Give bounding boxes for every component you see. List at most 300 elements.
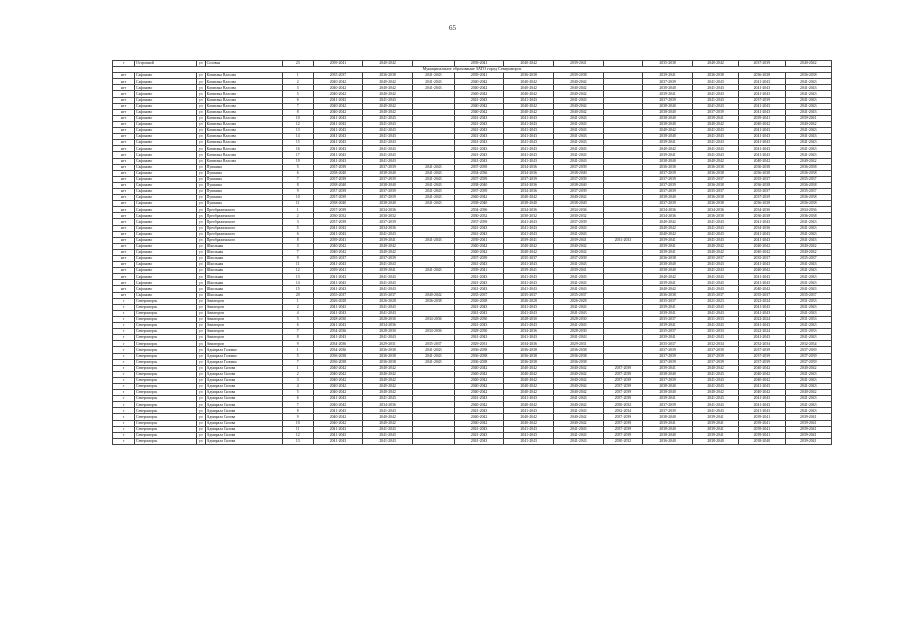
table-cell: 11 bbox=[282, 201, 313, 207]
table-cell: 2040-2042 bbox=[454, 91, 504, 97]
table-cell: нгт bbox=[113, 73, 135, 79]
table-cell: 2041-2043 bbox=[412, 73, 454, 79]
table-cell: Сафоново bbox=[135, 182, 197, 188]
table-cell: 2041-2043 bbox=[554, 438, 604, 444]
table-row bbox=[113, 347, 832, 353]
table-cell: Североморск bbox=[135, 304, 197, 310]
table-cell: 2041-2043 bbox=[363, 152, 413, 158]
table-cell: Пушкина bbox=[205, 201, 282, 207]
table-cell: 2041-2043 bbox=[313, 140, 363, 146]
table-cell: 2036-2038 bbox=[643, 256, 693, 262]
table-cell: 2041-2043 bbox=[692, 134, 738, 140]
table-cell: 2030-2032 bbox=[313, 213, 363, 219]
table-cell: 2040-2042 bbox=[363, 109, 413, 115]
table-cell: 2038-2040 bbox=[363, 170, 413, 176]
table-cell: ул bbox=[196, 256, 205, 262]
table-cell: ул bbox=[196, 164, 205, 170]
table-cell: Североморск bbox=[135, 432, 197, 438]
table-cell: Сафоново bbox=[135, 121, 197, 127]
table-row bbox=[113, 402, 832, 408]
table-cell: 2039-2041 bbox=[554, 268, 604, 274]
table-cell: 2041-2043 bbox=[363, 231, 413, 237]
table-cell: Капитана Власова bbox=[205, 121, 282, 127]
table-cell: 2041-2043 bbox=[504, 158, 554, 164]
table-cell: ул bbox=[196, 128, 205, 134]
table-cell: 2040-2042 bbox=[739, 121, 785, 127]
table-cell: ул bbox=[196, 121, 205, 127]
table-cell: 2040-2042 bbox=[454, 414, 504, 420]
table-cell: 2037-2039 bbox=[643, 79, 693, 85]
table-cell: Школьная bbox=[205, 280, 282, 286]
table-cell: 2038-2040 bbox=[313, 170, 363, 176]
table-cell: 2030-2032 bbox=[454, 213, 504, 219]
table-cell: Сафоново bbox=[135, 213, 197, 219]
table-cell: 2036-2038 bbox=[785, 201, 831, 207]
table-cell: г bbox=[113, 298, 135, 304]
table-cell: Пушкина bbox=[205, 195, 282, 201]
table-cell: Североморск bbox=[135, 298, 197, 304]
table-cell: Капитана Власова bbox=[205, 103, 282, 109]
table-cell: 2041-2043 bbox=[454, 280, 504, 286]
table-cell: 2038-2040 bbox=[643, 134, 693, 140]
table-cell: 2039-2038 bbox=[554, 73, 604, 79]
table-cell: Адмирала Головко bbox=[205, 347, 282, 353]
table-cell: Североморск bbox=[135, 371, 197, 377]
table-cell: 2034-2036 bbox=[313, 347, 363, 353]
table-cell: 12 bbox=[282, 121, 313, 127]
table-row bbox=[113, 323, 832, 329]
table-cell: 2041-2043 bbox=[313, 231, 363, 237]
table-cell: 2036-2038 bbox=[363, 353, 413, 359]
table-row bbox=[113, 298, 832, 304]
table-cell: 9 bbox=[282, 256, 313, 262]
table-cell: 2038-2040 bbox=[454, 201, 504, 207]
table-cell: 7 bbox=[282, 176, 313, 182]
page-number: 65 bbox=[449, 24, 456, 32]
table-cell: 2041-2043 bbox=[454, 225, 504, 231]
table-cell: г bbox=[113, 432, 135, 438]
table-cell: нгт bbox=[113, 134, 135, 140]
table-row bbox=[113, 420, 832, 426]
table-cell: 2041-2043 bbox=[692, 103, 738, 109]
table-cell: 2041-2043 bbox=[363, 140, 413, 146]
table-cell: 2041-2043 bbox=[739, 134, 785, 140]
table-cell: 1 bbox=[282, 207, 313, 213]
table-cell: 2039-2041 bbox=[739, 426, 785, 432]
table-cell: 2041-2043 bbox=[504, 121, 554, 127]
table-cell: 2040-2042 bbox=[554, 371, 604, 377]
table-cell: 2038-2040 bbox=[313, 201, 363, 207]
table-cell: 2039-2041 bbox=[313, 61, 363, 67]
table-cell: 2036-2038 bbox=[739, 164, 785, 170]
table-cell: Авиаторов bbox=[205, 323, 282, 329]
table-cell: 2036-2038 bbox=[785, 182, 831, 188]
table-row bbox=[113, 182, 832, 188]
table-cell: 2035-2037 bbox=[692, 176, 738, 182]
table-cell: 2035-2038 bbox=[643, 61, 693, 67]
table-row bbox=[113, 371, 832, 377]
table-cell: 8 bbox=[282, 109, 313, 115]
table-row bbox=[113, 109, 832, 115]
table-cell: 2041-2043 bbox=[363, 262, 413, 268]
table-cell: Адмирала Сизова bbox=[205, 365, 282, 371]
table-cell: Североморск bbox=[135, 316, 197, 322]
table-cell: 2041-2043 bbox=[504, 134, 554, 140]
table-cell: ул bbox=[196, 103, 205, 109]
table-cell: 2041-2043 bbox=[363, 310, 413, 316]
table-cell: 2040-2042 bbox=[785, 249, 831, 255]
table-cell: 2040-2042 bbox=[454, 243, 504, 249]
table-cell: 2038-2040 bbox=[643, 383, 693, 389]
table-cell: Преображенского bbox=[205, 213, 282, 219]
table-cell: ул bbox=[196, 268, 205, 274]
table-cell: 2035-2037 bbox=[454, 292, 504, 298]
table-cell: 2037-2039 bbox=[643, 176, 693, 182]
table-cell: Сафоново bbox=[135, 152, 197, 158]
table-cell: 2034-2036 bbox=[412, 329, 454, 335]
table-cell: Сафоново bbox=[135, 292, 197, 298]
table-cell: 2040-2042 bbox=[785, 121, 831, 127]
table-cell: 2041-2043 bbox=[504, 225, 554, 231]
table-cell: 2035-2037 bbox=[643, 341, 693, 347]
table-cell: 2037-2039 bbox=[603, 414, 643, 420]
table-cell: 2038-2040 bbox=[504, 201, 554, 207]
table-cell: 2037-2039 bbox=[643, 377, 693, 383]
table-cell: Капитана Власова bbox=[205, 134, 282, 140]
table-cell: нгт bbox=[113, 188, 135, 194]
table-cell: ул bbox=[196, 73, 205, 79]
table-cell: 2041-2043 bbox=[739, 109, 785, 115]
table-cell: Североморск bbox=[135, 335, 197, 341]
table-cell: ул bbox=[196, 347, 205, 353]
table-cell: 2039-2041 bbox=[692, 414, 738, 420]
table-row bbox=[113, 359, 832, 365]
table-cell: 2022-2024 bbox=[739, 329, 785, 335]
table-cell: 2039-2041 bbox=[504, 268, 554, 274]
table-cell: Капитана Власова bbox=[205, 140, 282, 146]
table-cell: ул bbox=[196, 188, 205, 194]
table-cell: Адмирала Сизова bbox=[205, 377, 282, 383]
table-cell: 2041-2043 bbox=[785, 262, 831, 268]
table-cell: 2034-2036 bbox=[554, 207, 604, 213]
table-cell: ул bbox=[196, 61, 205, 67]
table-cell: Сафоново bbox=[135, 280, 197, 286]
table-cell: 9 bbox=[282, 414, 313, 420]
table-cell: 2041-2043 bbox=[785, 286, 831, 292]
table-cell: 2041-2043 bbox=[739, 280, 785, 286]
table-cell: 3 bbox=[282, 219, 313, 225]
table-cell: 2041-2043 bbox=[692, 377, 738, 383]
table-cell: 2034-2036 bbox=[643, 207, 693, 213]
table-cell: 2038-2040 bbox=[454, 182, 504, 188]
table-cell: 2036-2038 bbox=[554, 359, 604, 365]
table-cell: ул bbox=[196, 97, 205, 103]
table-cell: г bbox=[113, 396, 135, 402]
table-cell: 2040-2042 bbox=[554, 91, 604, 97]
table-cell: 2041-2043 bbox=[692, 383, 738, 389]
table-cell: 2041-2043 bbox=[692, 128, 738, 134]
table-cell: 2038-2040 bbox=[643, 103, 693, 109]
table-cell: 2037-2039 bbox=[363, 164, 413, 170]
table-cell: 2035-2037 bbox=[412, 341, 454, 347]
table-cell: Сафоново bbox=[135, 134, 197, 140]
table-cell: 2041-2043 bbox=[504, 97, 554, 103]
table-cell: 2037-2039 bbox=[692, 359, 738, 365]
table-row bbox=[113, 377, 832, 383]
table-cell: Североморск bbox=[135, 438, 197, 444]
table-cell: г bbox=[113, 383, 135, 389]
table-cell: 2032-2034 bbox=[785, 341, 831, 347]
table-cell: 2041-2043 bbox=[785, 140, 831, 146]
table-cell: 2040-2042 bbox=[554, 195, 604, 201]
table-cell: 2032-2034 bbox=[603, 408, 643, 414]
table-cell: 2035-2037 bbox=[739, 176, 785, 182]
table-cell: 2041-2043 bbox=[363, 121, 413, 127]
table-cell: 10 bbox=[282, 420, 313, 426]
table-cell: г bbox=[113, 371, 135, 377]
table-cell: 2041-2043 bbox=[692, 219, 738, 225]
table-cell: нгт bbox=[113, 158, 135, 164]
table-cell: 11 bbox=[282, 426, 313, 432]
table-cell: 6 bbox=[282, 231, 313, 237]
table-cell: 2035-2037 bbox=[739, 188, 785, 194]
table-cell: 2041-2043 bbox=[504, 310, 554, 316]
table-cell: 2038-2040 bbox=[313, 182, 363, 188]
table-cell: 2040-2042 bbox=[504, 85, 554, 91]
table-row bbox=[113, 329, 832, 335]
table-cell: Адмирала Сизова bbox=[205, 383, 282, 389]
table-cell: 2040-2042 bbox=[454, 371, 504, 377]
table-cell: 2041-2043 bbox=[504, 231, 554, 237]
table-cell: 2036-2038 bbox=[454, 353, 504, 359]
table-cell: Сафоново bbox=[135, 237, 197, 243]
table-cell: Соловья bbox=[205, 61, 282, 67]
table-cell: 2041-2043 bbox=[363, 274, 413, 280]
table-cell: 2036-2038 bbox=[785, 164, 831, 170]
table-cell: 2041-2043 bbox=[313, 97, 363, 103]
table-cell: 2039-2041 bbox=[643, 420, 693, 426]
table-cell: 2028-2030 bbox=[504, 316, 554, 322]
table-cell: 11 bbox=[282, 262, 313, 268]
table-cell: нгт bbox=[113, 280, 135, 286]
table-cell: 2041-2043 bbox=[692, 402, 738, 408]
table-cell: 9 bbox=[282, 188, 313, 194]
table-cell: 9 bbox=[282, 341, 313, 347]
table-cell: 2037-2039 bbox=[363, 219, 413, 225]
table-cell: 2041-2043 bbox=[313, 152, 363, 158]
table-cell: 2036-2038 bbox=[554, 353, 604, 359]
table-cell: 2041-2043 bbox=[313, 280, 363, 286]
table-cell: 2041-2043 bbox=[692, 268, 738, 274]
table-cell: 2041-2043 bbox=[504, 323, 554, 329]
table-cell: 2040-2042 bbox=[504, 61, 554, 67]
table-cell: Капитана Власова bbox=[205, 109, 282, 115]
table-cell: 2031-2033 bbox=[785, 298, 831, 304]
table-cell: 2036-2038 bbox=[363, 73, 413, 79]
table-cell: 2038-2040 bbox=[643, 432, 693, 438]
table-cell: 2034-2036 bbox=[313, 329, 363, 335]
table-cell: 2036-2038 bbox=[785, 170, 831, 176]
table-cell: ул bbox=[196, 432, 205, 438]
table-cell: Североморск bbox=[135, 383, 197, 389]
table-cell: 2041-2043 bbox=[363, 158, 413, 164]
table-cell: Капитана Власова bbox=[205, 158, 282, 164]
table-cell: 2039-2041 bbox=[643, 140, 693, 146]
table-cell: 2022-2024 bbox=[739, 298, 785, 304]
table-cell: 2038-2040 bbox=[643, 85, 693, 91]
table-cell: 2035-2037 bbox=[643, 316, 693, 322]
table-cell: Пушкина bbox=[205, 170, 282, 176]
table-cell: 2041-2043 bbox=[739, 231, 785, 237]
table-cell: 2040-2042 bbox=[363, 377, 413, 383]
table-cell: 8 bbox=[282, 237, 313, 243]
table-cell: 2034-2036 bbox=[504, 207, 554, 213]
table-cell: Капитана Власова bbox=[205, 73, 282, 79]
table-cell: Адмирала Сизова bbox=[205, 432, 282, 438]
table-cell: Адмирала Головко bbox=[205, 359, 282, 365]
table-cell: Сафоново bbox=[135, 256, 197, 262]
table-cell: 2028-2030 bbox=[554, 316, 604, 322]
table-cell: 2028-2030 bbox=[454, 316, 504, 322]
table-cell: 2040-2042 bbox=[643, 128, 693, 134]
table-cell: Североморск bbox=[135, 341, 197, 347]
table-cell: 2030-2032 bbox=[603, 438, 643, 444]
table-cell: 6 bbox=[282, 396, 313, 402]
table-row bbox=[113, 341, 832, 347]
table-cell: Авиаторов bbox=[205, 310, 282, 316]
table-cell: ул bbox=[196, 158, 205, 164]
table-cell: 2039-2041 bbox=[643, 304, 693, 310]
table-cell: 2039-2041 bbox=[643, 152, 693, 158]
table-cell: 2041-2043 bbox=[785, 237, 831, 243]
table-cell: 2039-2041 bbox=[643, 249, 693, 255]
table-cell: 2040-2042 bbox=[692, 61, 738, 67]
table-cell: г bbox=[113, 335, 135, 341]
table-row bbox=[113, 408, 832, 414]
table-cell: 2041-2043 bbox=[785, 408, 831, 414]
table-cell: 2035-2037 bbox=[643, 329, 693, 335]
table-cell: Пушкина bbox=[205, 164, 282, 170]
table-cell: 2040-2042 bbox=[739, 390, 785, 396]
table-cell: 2039-2041 bbox=[739, 420, 785, 426]
table-cell: нгт bbox=[113, 121, 135, 127]
table-cell: 2039-2041 bbox=[643, 365, 693, 371]
table-cell: ул bbox=[196, 109, 205, 115]
table-row bbox=[113, 243, 832, 249]
table-cell: 2031-2033 bbox=[603, 237, 643, 243]
table-cell: 2039-2041 bbox=[692, 115, 738, 121]
table-cell: 2034-2036 bbox=[454, 170, 504, 176]
table-cell: 2037-2039 bbox=[363, 176, 413, 182]
table-cell: ул bbox=[196, 85, 205, 91]
table-cell: 2039-2041 bbox=[739, 115, 785, 121]
table-cell: 2035-2037 bbox=[692, 188, 738, 194]
table-cell: Сафоново bbox=[135, 91, 197, 97]
table-cell: 2034-2036 bbox=[739, 225, 785, 231]
table-cell: 2040-2042 bbox=[554, 365, 604, 371]
table-cell: 2028-2030 bbox=[554, 329, 604, 335]
table-cell: ул bbox=[196, 152, 205, 158]
table-cell: 2040-2042 bbox=[454, 420, 504, 426]
table-cell: Адмирала Сизова bbox=[205, 371, 282, 377]
table-cell: 2041-2043 bbox=[554, 115, 604, 121]
table-cell: 2041-2043 bbox=[504, 219, 554, 225]
table-row bbox=[113, 201, 832, 207]
table-cell: нгт bbox=[113, 292, 135, 298]
table-cell: Сафоново bbox=[135, 262, 197, 268]
table-cell: ул bbox=[196, 341, 205, 347]
table-cell: ул bbox=[196, 383, 205, 389]
table-cell: 2041-2043 bbox=[313, 134, 363, 140]
table-cell: г bbox=[113, 365, 135, 371]
table-cell: Островной bbox=[135, 61, 197, 67]
table-cell: 2041-2043 bbox=[313, 408, 363, 414]
table-cell: 2034-2036 bbox=[504, 329, 554, 335]
table-cell: Сафоново bbox=[135, 286, 197, 292]
table-cell: 2037-2039 bbox=[643, 402, 693, 408]
table-cell: 2041-2043 bbox=[313, 432, 363, 438]
table-cell: 2038-2040 bbox=[554, 170, 604, 176]
table-cell: 2041-2043 bbox=[554, 146, 604, 152]
table-cell: 2039-2041 bbox=[454, 237, 504, 243]
table-cell: ул bbox=[196, 298, 205, 304]
table-cell: Североморск bbox=[135, 310, 197, 316]
table-cell: Адмирала Сизова bbox=[205, 408, 282, 414]
table-cell: 7 bbox=[282, 329, 313, 335]
table-cell: 2039-2041 bbox=[643, 310, 693, 316]
table-cell: Сафоново bbox=[135, 146, 197, 152]
table-cell: 2041-2043 bbox=[454, 438, 504, 444]
table-cell: 2039-2041 bbox=[785, 115, 831, 121]
table-cell: 2041-2043 bbox=[454, 432, 504, 438]
table-cell: 2039-2041 bbox=[554, 237, 604, 243]
table-cell: 2041-2043 bbox=[412, 164, 454, 170]
table-cell: 2041-2043 bbox=[504, 408, 554, 414]
table-cell: 4 bbox=[282, 310, 313, 316]
table-row bbox=[113, 310, 832, 316]
table-cell: Авиаторов bbox=[205, 341, 282, 347]
table-cell: 2041-2043 bbox=[785, 109, 831, 115]
table-cell: 2041-2043 bbox=[504, 396, 554, 402]
table-cell: 2037-2039 bbox=[603, 396, 643, 402]
table-cell: 2029-2031 bbox=[454, 341, 504, 347]
table-cell: 2041-2043 bbox=[363, 432, 413, 438]
table-cell: 2026-2028 bbox=[313, 298, 363, 304]
table-cell: 2041-2043 bbox=[785, 146, 831, 152]
table-cell: 13 bbox=[282, 438, 313, 444]
table-cell: нгт bbox=[113, 176, 135, 182]
table-cell: 2041-2043 bbox=[554, 97, 604, 103]
table-cell: 2037-2039 bbox=[363, 188, 413, 194]
table-cell: Адмирала Сизова bbox=[205, 396, 282, 402]
table-cell: Североморск bbox=[135, 414, 197, 420]
table-cell: ул bbox=[196, 225, 205, 231]
table-cell: 2037-2039 bbox=[643, 347, 693, 353]
table-cell: 2037-2039 bbox=[692, 353, 738, 359]
table-cell: 2026-2028 bbox=[363, 298, 413, 304]
table-row bbox=[113, 280, 832, 286]
table-cell: 2040-2042 bbox=[504, 402, 554, 408]
table-cell: 2026-2028 bbox=[554, 298, 604, 304]
table-cell: Адмирала Сизова bbox=[205, 426, 282, 432]
table-cell: ул bbox=[196, 79, 205, 85]
table-cell: 6 bbox=[282, 323, 313, 329]
table-cell: 2036-2038 bbox=[313, 353, 363, 359]
table-cell: 2040-2042 bbox=[363, 243, 413, 249]
table-cell: 2039-2041 bbox=[692, 426, 738, 432]
table-cell: 2040-2042 bbox=[504, 390, 554, 396]
table-cell: Адмирала Сизова bbox=[205, 402, 282, 408]
